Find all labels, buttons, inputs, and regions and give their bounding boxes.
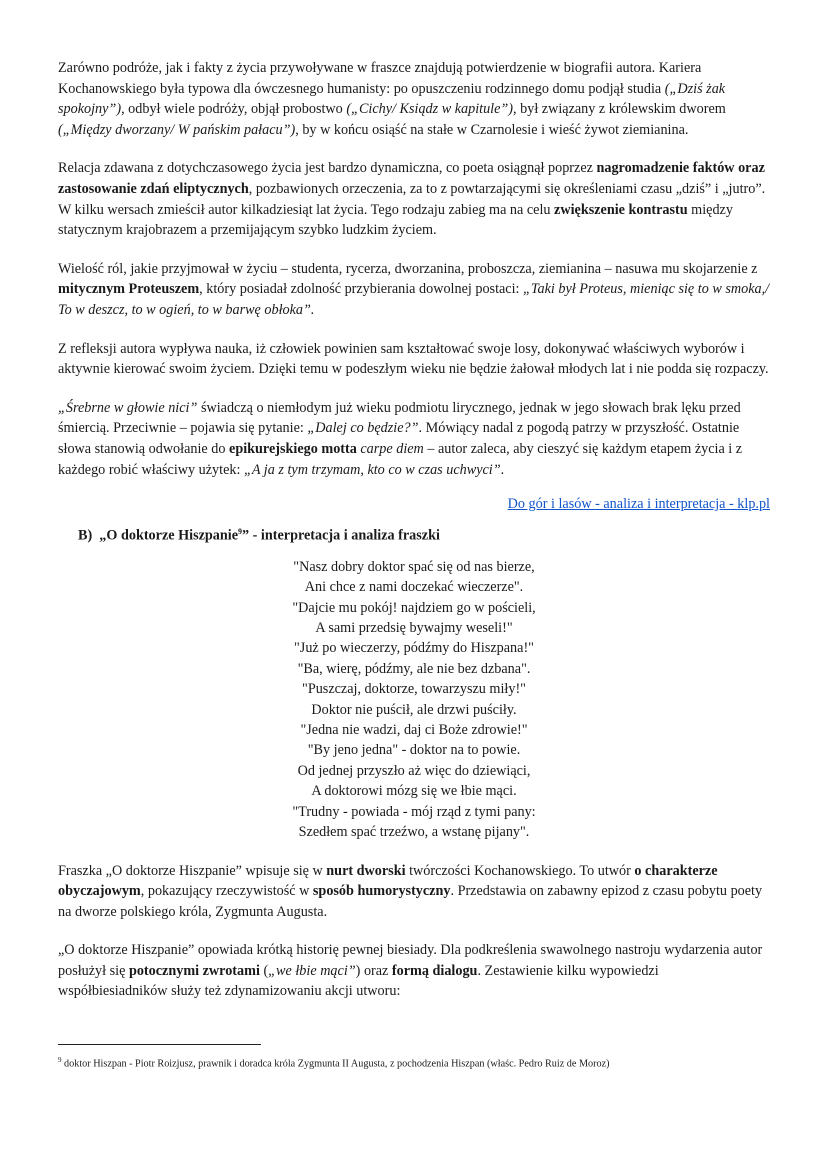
text-run: – autor zaleca, aby cieszyć się każdym etapem życia i z każdego robić właściwy użytek:: [58, 440, 743, 478]
bold-text: nagromadzenie faktów oraz zastosowanie zdań eliptycznych: [58, 160, 765, 197]
poem: [58, 557, 770, 843]
bold-text: mitycznym Proteuszem: [58, 281, 200, 298]
section-title-end: ” - interpretacja i analiza fraszki: [242, 527, 440, 544]
italic-text: „A ja z tym trzymam, kto co w czas uchwyci”: [243, 461, 501, 478]
bold-text: formą dialogu: [391, 962, 478, 979]
poem-line: "By jeno jedna" - doktor na to powie.: [307, 742, 521, 759]
bold-text: o charakterze obyczajowym: [58, 862, 718, 900]
paragraph: [58, 158, 770, 240]
footnote-text: doktor Hiszpan - Piotr Roizjusz, prawnik i doradca króla Zygmunta II Augusta, z pochodzenia Hiszpan (właśc. Pedro Ruiz de Moroz): [61, 1058, 610, 1070]
poem-line: "Trudny - powiada - mój rząd z tymi pany:: [292, 803, 536, 820]
poem-line: "Jedna nie wadzi, daj ci Boże zdrowie!": [300, 722, 528, 739]
poem-line: A doktorowi mózg się we łbie mąci.: [311, 783, 517, 800]
text-run: . Mówiący nadal z pogodą patrzy w przyszłość. Ostatnie słowa stanowią odwołanie do: [58, 420, 740, 457]
text-run: , który posiadał zdolność przybierania dowolnej postaci:: [199, 281, 524, 298]
text-run: Relacja zdawana z dotychczasowego życia jest bardzo dynamiczna, co poeta osiągnął poprzez: [58, 160, 597, 177]
italic-text: „Śrebrne w głowie nici”: [58, 399, 198, 416]
italic-text: carpe diem: [360, 440, 424, 457]
section-letter: B): [78, 527, 93, 544]
poem-line: Szedłem spać trzeźwo, a wstanę pijany".: [298, 824, 530, 841]
section-heading: [78, 527, 770, 545]
poem-line: "Dajcie mu pokój! najdziem go w pościeli,: [292, 599, 536, 616]
paragraph: [58, 861, 770, 923]
text-run: ) oraz: [355, 962, 392, 979]
text-run: .: [500, 461, 505, 478]
paragraph: [58, 58, 770, 140]
poem-line: A sami przedsię bywajmy weseli!": [315, 620, 513, 637]
italic-text: („Cichy/ Ksiądz w kapitule”): [346, 101, 514, 118]
footnote-mark: 9: [58, 1056, 62, 1064]
text-run: Z refleksji autora wypływa nauka, iż człowiek powinien sam kształtować swoje losy, dokonywać właściwych wyborów i aktywnie kierować swoim życiem. Dzięki temu w podeszłym wieku nie będzie żałował młodych lat i nie podda się rozpaczy.: [58, 340, 769, 378]
poem-line: "Już po wieczerzy, pódźmy do Hiszpana!": [294, 640, 534, 657]
bold-text: potocznymi zwrotami: [128, 962, 260, 979]
text-run: Fraszka „O doktorze Hiszpanie” wpisuje się w: [58, 862, 327, 879]
source-link[interactable]: Do gór i lasów - analiza i interpretacja - klp.pl: [507, 496, 770, 513]
poem-line: "Ba, wierę, pódźmy, ale nie bez dzbana".: [297, 660, 531, 677]
text-run: . Przedstawia on zabawny epizod z czasu pobytu poety na dworze polskiego króla, Zygmunta Augusta.: [58, 883, 763, 920]
section-title-start: „O doktorze Hiszpanie: [99, 527, 238, 544]
italic-text: „Taki był Proteus, mieniąc się to w smoka,/ To w deszcz, to w ogień, to w barwę obłoka”.: [58, 281, 770, 318]
text-run: Zarówno podróże, jak i fakty z życia przywoływane w fraszce znajdują potwierdzenie w biografii autora. Kariera Kochanowskiego była typowa dla ówczesnego humanisty: po opuszczeniu rodzinnego domu podjął studia: [58, 60, 702, 97]
text-run: , by w końcu osiąść na stałe w Czarnolesie i wieść żywot ziemianina.: [295, 121, 689, 138]
document-page: [58, 58, 770, 1020]
italic-text: „Dalej co będzie?”: [307, 420, 419, 437]
text-run: między statycznym krajobrazem a przemijającym szybko ludzkim życiem.: [58, 201, 733, 239]
text-run: (: [259, 962, 269, 979]
italic-text: („Dziś żak spokojny”): [58, 80, 726, 118]
text-run: , pozbawionych orzeczenia, za to z powtarzającymi się określeniami czasu „dziś” i „jutro”. W kilku wersach zmieścił autor kilkadziesiąt lat życia. Tego rodzaju zabieg ma na celu: [58, 180, 766, 218]
italic-text: „we łbie mąci”: [268, 962, 356, 979]
paragraph: [58, 259, 770, 321]
text-run: , pokazujący rzeczywistość w: [140, 883, 313, 900]
text-run: twórczości Kochanowskiego. To utwór: [405, 862, 635, 879]
footnote-divider: [58, 1044, 261, 1045]
text-run: . Zestawienie kilku wypowiedzi współbiesiadników służy też zdynamizowaniu akcji utworu:: [58, 962, 659, 1000]
text-run: Wielość ról, jakie przyjmował w życiu – studenta, rycerza, dworzanina, proboszcza, ziemianina – nasuwa mu skojarzenie z: [58, 260, 758, 277]
source-link-row: [58, 496, 770, 513]
bold-text: zwiększenie kontrastu: [554, 201, 688, 218]
analysis-section-bottom: [58, 861, 770, 1003]
bold-text: epikurejskiego motta: [229, 440, 357, 457]
text-run: świadczą o niemłodym już wieku podmiotu lirycznego, jednak w jego słowach brak lęku przed śmiercią. Przeciwnie – pojawia się pytanie:: [58, 399, 741, 437]
poem-line: Doktor nie puścił, ale drzwi puściły.: [311, 701, 517, 718]
paragraph: [58, 339, 770, 380]
footnote: [58, 1053, 778, 1071]
paragraph: [58, 940, 770, 1002]
paragraph: [58, 398, 770, 480]
bold-text: nurt dworski: [326, 862, 406, 879]
poem-line: "Nasz dobry doktor spać się od nas bierze,: [293, 558, 535, 575]
text-run: , odbył wiele podróży, objął probostwo: [121, 101, 347, 118]
poem-line: Ani chce z nami doczekać wieczerze".: [304, 579, 524, 596]
analysis-section-top: [58, 58, 770, 480]
footnote-ref[interactable]: 9: [238, 527, 242, 537]
italic-text: („Między dworzany/ W pańskim pałacu”): [58, 121, 296, 138]
poem-line: "Puszczaj, doktorze, towarzyszu miły!": [302, 681, 526, 698]
bold-text: sposób humorystyczny: [312, 883, 451, 900]
text-run: , był związany z królewskim dworem: [513, 101, 726, 118]
poem-line: Od jednej przyszło aż więc do dziewiąci,: [297, 762, 531, 779]
text-run: „O doktorze Hiszpanie” opowiada krótką historię pewnej biesiady. Dla podkreślenia swawolnego nastroju wydarzenia autor posłużył się: [58, 942, 763, 979]
